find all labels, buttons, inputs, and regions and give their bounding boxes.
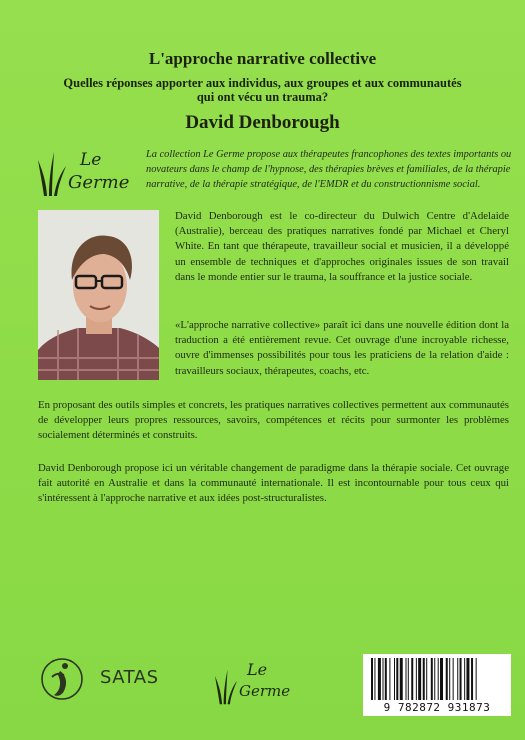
logo-le-text: Le	[80, 150, 102, 170]
logo-le-text: Le	[247, 660, 268, 679]
isbn-number: 9 782872 931873	[383, 701, 491, 714]
book-subtitle	[0, 76, 525, 104]
author-photo	[38, 210, 159, 380]
practices-paragraph: En proposant des outils simples et concrets, les pratiques narratives collectives permettent aux communautés de développer leurs propres ressources, savoirs, compétences et récits pour surmonter les problèmes socialement déterminés et construits.	[38, 399, 509, 442]
subtitle-line-2: qui ont vécu un trauma?	[196, 90, 329, 104]
le-germe-logo	[38, 150, 130, 200]
subtitle-line-1: Quelles réponses apporter aux individus, aux groupes et aux communautés	[63, 76, 462, 90]
author-portrait-image	[38, 210, 159, 380]
logo-germe-text: Germe	[68, 172, 130, 193]
barcode-bars	[367, 658, 507, 700]
satas-logo	[38, 655, 168, 703]
le-germe-logo-bottom	[215, 660, 305, 710]
edition-paragraph: «L'approche narrative collective» paraît ici dans une nouvelle édition dont la traduction a été entièrement revue. Cet ouvrage d'une incroyable richesse, ouvre d'immenses possibilités pour tous les praticiens de la relation d'aide : travailleurs sociaux, thérapeutes, coachs, etc.	[175, 319, 509, 377]
isbn-barcode	[363, 654, 511, 716]
paradigm-paragraph: David Denborough propose ici un véritable changement de paradigme dans la thérapie sociale. Cet ouvrage fait autorité en Australie et dans la communauté internationale. Il est incontournable pour tous ceux qui s'intéressent à l'approche narrative et aux idées post-structuralistes.	[38, 462, 509, 505]
author-name: David Denborough	[185, 112, 340, 133]
logo-germe-text: Germe	[239, 682, 291, 700]
author-bio-paragraph: David Denborough est le co-directeur du Dulwich Centre d'Adelaide (Australie), berceau des pratiques narratives fondé par Michael et Cheryl White. En tant que thérapeute, travailleur social et musicien, il a développé un ensemble de techniques et d'approches originales issues de son travail dans le monde entier sur le trauma, la souffrance et la justice sociale.	[175, 210, 509, 283]
grass-icon	[38, 152, 66, 196]
satas-emblem-icon	[38, 655, 88, 703]
collection-description: La collection Le Germe propose aux thérapeutes francophones des textes importants ou novateurs dans le champ de l'hypnose, des thérapies brèves et familiales, de la thérapie narrative, de la thérapie stratégique, de l'EMDR et du constructionnisme social.	[146, 149, 512, 190]
book-title: L'approche narrative collective	[148, 49, 377, 68]
publisher-name: SATAS	[100, 667, 159, 688]
grass-icon	[215, 668, 237, 706]
